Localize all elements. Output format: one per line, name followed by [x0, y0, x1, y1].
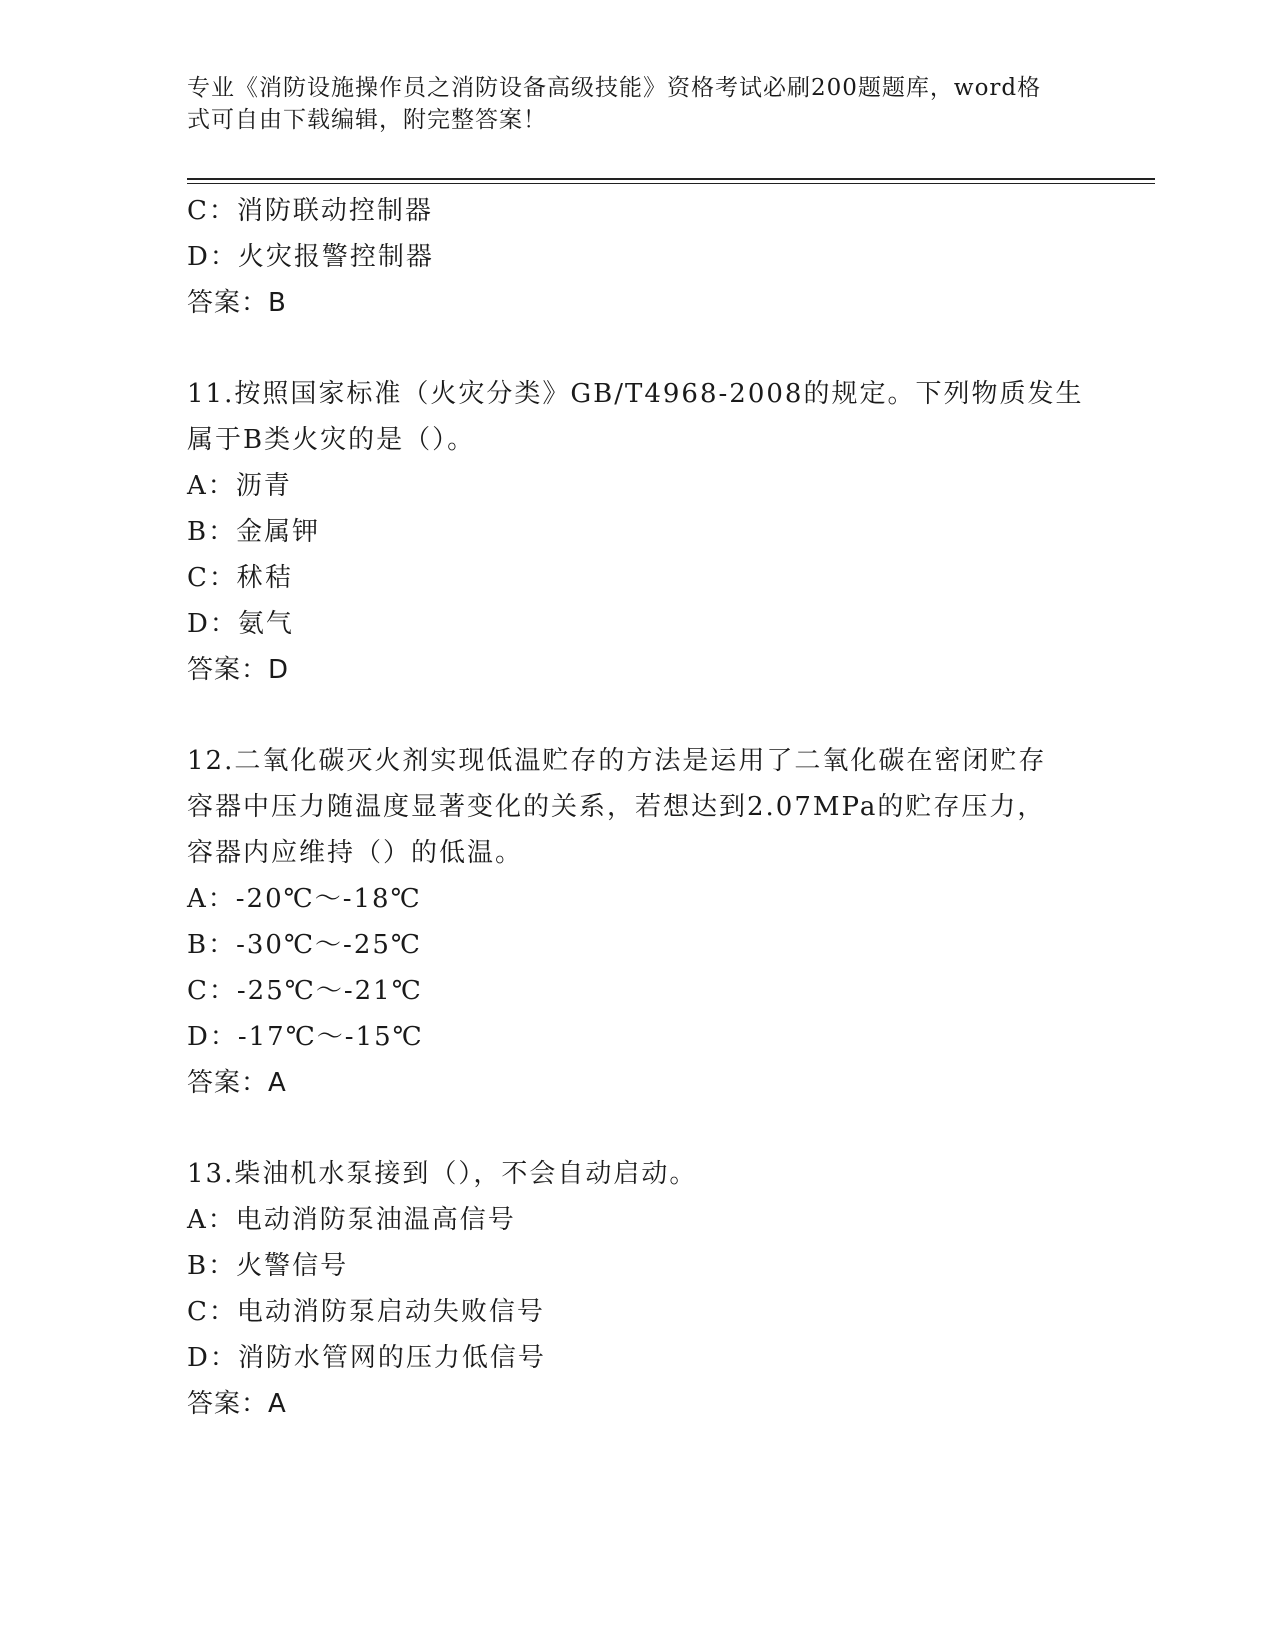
answer: 答案：D: [187, 655, 290, 685]
header-divider-thick: [187, 178, 1155, 180]
question-11: [187, 371, 1087, 693]
option-d: D：消防水管网的压力低信号: [187, 1343, 546, 1373]
option-d: D：火灾报警控制器: [187, 242, 434, 272]
option-a: A：沥青: [187, 471, 292, 501]
spacer: [187, 1106, 1087, 1151]
question-list: [187, 188, 1087, 1427]
question-stem: 11.按照国家标准（火灾分类》GB/T4968-2008的规定。下列物质发生: [187, 379, 1084, 409]
option-d: D：-17℃～-15℃: [187, 1022, 424, 1052]
option-a: A：电动消防泵油温高信号: [187, 1205, 516, 1235]
header-divider-thin: [187, 183, 1155, 184]
option-c: C：消防联动控制器: [187, 196, 433, 226]
question-10-tail: [187, 188, 1087, 326]
question-stem: 属于B类火灾的是（）。: [187, 425, 476, 455]
answer: 答案：B: [187, 288, 287, 318]
option-b: B：火警信号: [187, 1251, 349, 1281]
spacer: [187, 326, 1087, 371]
question-stem: 12.二氧化碳灭火剂实现低温贮存的方法是运用了二氧化碳在密闭贮存: [187, 746, 1047, 776]
answer: 答案：A: [187, 1389, 287, 1419]
spacer: [187, 693, 1087, 738]
header-line-1: 专业《消防设施操作员之消防设备高级技能》资格考试必刷200题题库，word格: [187, 75, 1042, 101]
question-stem: 13.柴油机水泵接到（），不会自动启动。: [187, 1159, 698, 1189]
option-c: C：秫秸: [187, 563, 293, 593]
question-stem: 容器内应维持（）的低温。: [187, 838, 524, 868]
question-stem: 容器中压力随温度显著变化的关系，若想达到2.07MPa的贮存压力，: [187, 792, 1046, 822]
option-c: C：-25℃～-21℃: [187, 976, 423, 1006]
option-b: B：金属钾: [187, 517, 321, 547]
option-a: A：-20℃～-18℃: [187, 884, 422, 914]
question-13: [187, 1151, 1087, 1427]
answer: 答案：A: [187, 1068, 287, 1098]
option-d: D：氨气: [187, 609, 294, 639]
option-b: B：-30℃～-25℃: [187, 930, 423, 960]
header-line-2: 式可自由下载编辑，附完整答案！: [187, 107, 547, 133]
page-header: [187, 72, 1067, 136]
option-c: C：电动消防泵启动失败信号: [187, 1297, 545, 1327]
question-12: [187, 738, 1087, 1106]
